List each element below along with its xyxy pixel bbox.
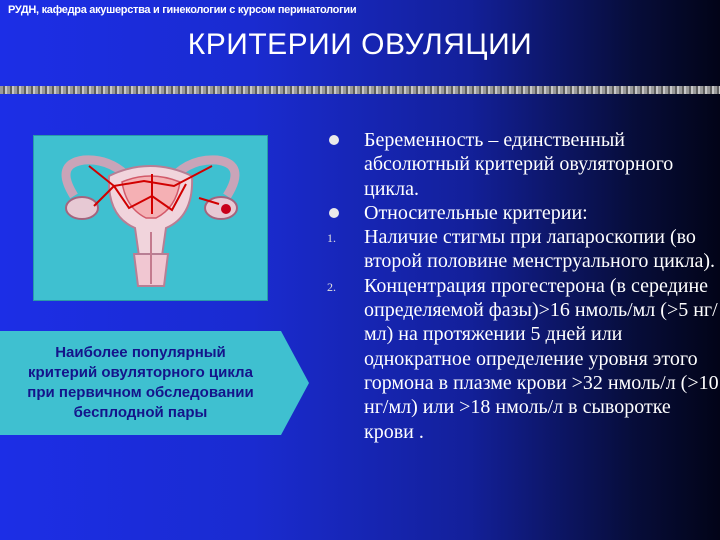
- popular-criterion-callout: [0, 331, 281, 435]
- list-item: [320, 201, 720, 225]
- list-number: 1.: [327, 231, 336, 246]
- list-item-text: Относительные критерии:: [364, 201, 588, 224]
- callout-line-3: при первичном обследовании: [27, 384, 254, 401]
- title-divider: [0, 86, 720, 94]
- callout-line-1: Наиболее популярный: [55, 344, 226, 361]
- list-item: [320, 274, 720, 444]
- uterus-diagram-icon: [34, 136, 267, 300]
- list-item: [320, 225, 720, 274]
- slide-title: КРИТЕРИИ ОВУЛЯЦИИ: [187, 28, 533, 61]
- uterus-illustration: [33, 135, 268, 301]
- course-header: РУДН, кафедра акушерства и гинекологии с курсом перинатологии: [8, 4, 357, 16]
- list-number: 2.: [327, 279, 336, 294]
- list-item-text: Наличие стигмы при лапароскопии (во второй половине менструального цикла).: [364, 226, 716, 273]
- list-item-text: Беременность – единственный абсолютный критерий овуляторного цикла.: [364, 129, 674, 200]
- callout-arrow-icon: [281, 331, 309, 435]
- criteria-list: [320, 128, 720, 444]
- list-item: [320, 128, 720, 201]
- list-item-text: Концентрация прогестерона (в середине определяемой фазы)>16 нмоль/мл (>5 нг/мл) на протяжении 5 дней или однократное определение уровня этого гормона в плазме крови >32 нмоль/л (>10 нг/мл) или >18 нмоль/л в сыворотке крови .: [364, 274, 719, 443]
- callout-line-4: бесплодной пары: [73, 404, 208, 421]
- callout-line-2: критерий овуляторного цикла: [28, 364, 253, 381]
